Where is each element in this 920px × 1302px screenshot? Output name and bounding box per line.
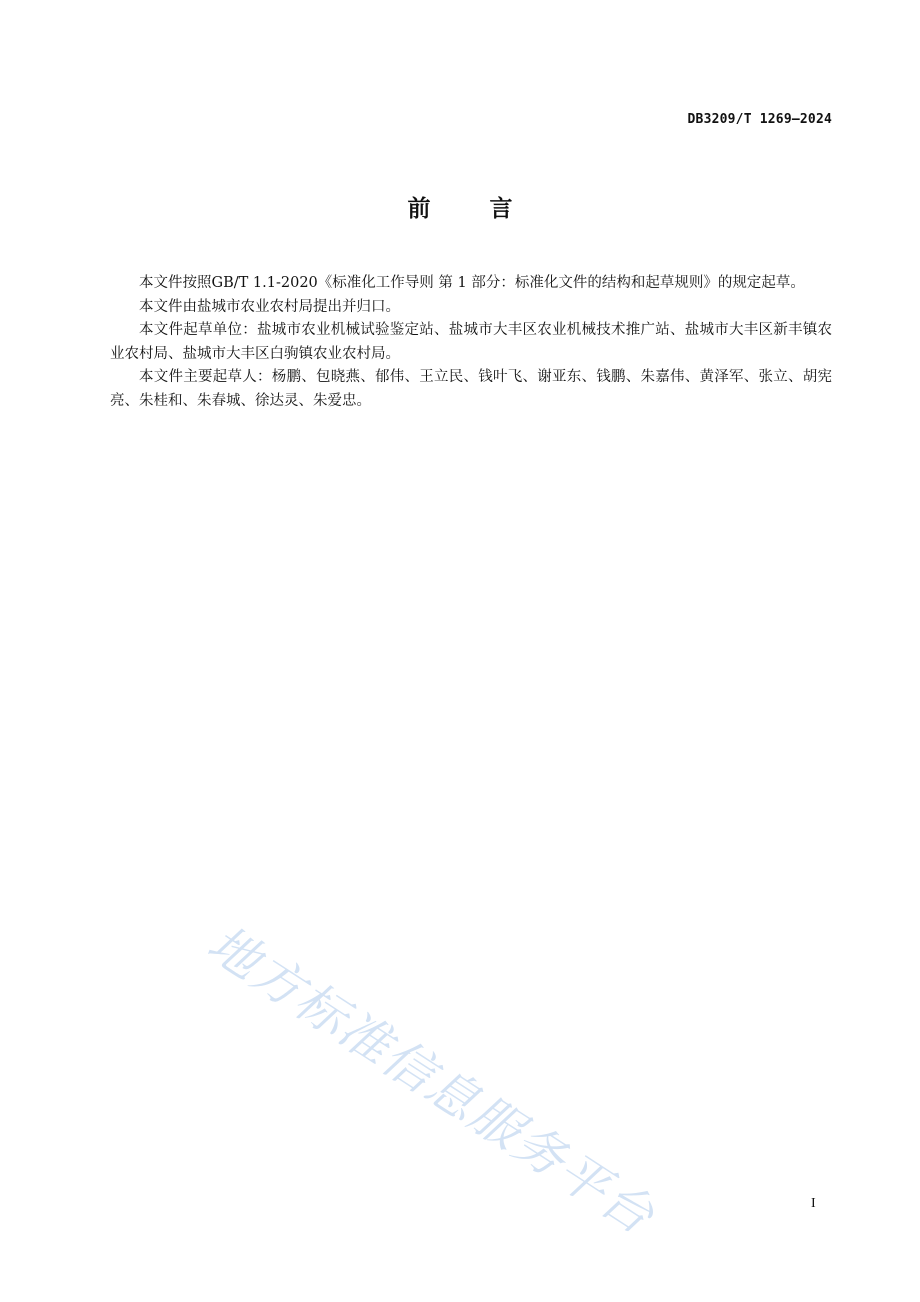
document-code: DB3209/T 1269—2024 <box>687 112 832 127</box>
page-title: 前 言 <box>407 196 531 222</box>
paragraph-drafting-units: 本文件起草单位：盐城市农业机械试验鉴定站、盐城市大丰区农业机械技术推广站、盐城市大丰区新丰镇农业农村局、盐城市大丰区白驹镇农业农村局。 <box>110 322 832 362</box>
paragraph-drafters: 本文件主要起草人：杨鹏、包晓燕、郁伟、王立民、钱叶飞、谢亚东、钱鹏、朱嘉伟、黄泽军、张立、胡宪亮、朱桂和、朱春城、徐达灵、朱爱忠。 <box>110 369 832 409</box>
watermark: 地方标准信息服务平台 <box>197 914 666 1247</box>
page-number: I <box>811 1196 816 1211</box>
paragraph-drafting-rules: 本文件按照GB/T 1.1-2020《标准化工作导则 第 1 部分：标准化文件的结构和起草规则》的规定起草。 <box>139 275 805 291</box>
paragraph-proposer: 本文件由盐城市农业农村局提出并归口。 <box>139 298 400 315</box>
preface-body <box>110 272 832 414</box>
